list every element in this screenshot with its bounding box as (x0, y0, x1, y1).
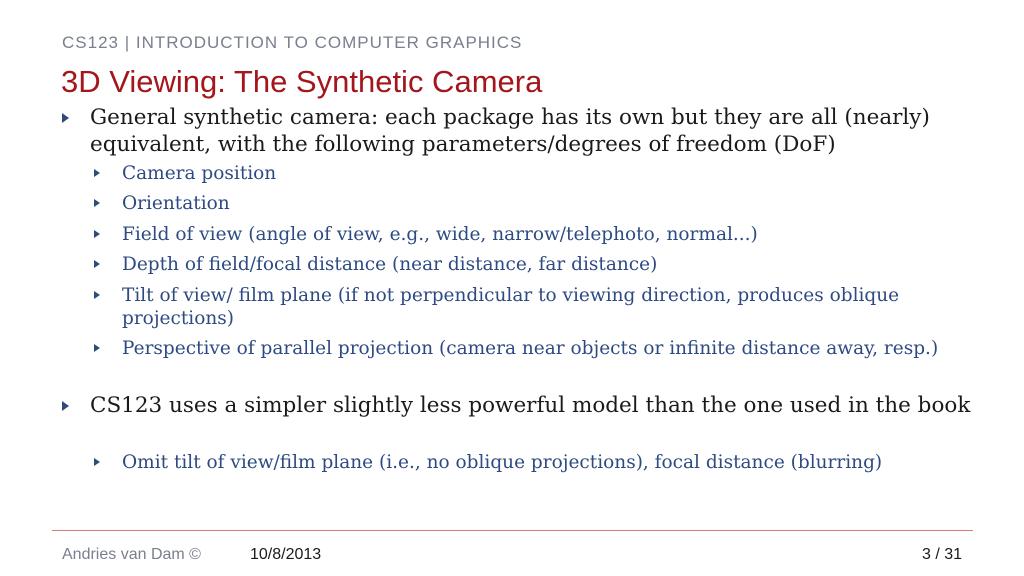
sub-bullet-text: Perspective of parallel projection (camera near objects or infinite distance away, resp.) (122, 338, 939, 359)
footer-divider (52, 530, 973, 531)
triangle-right-icon (94, 458, 100, 466)
footer-date: 10/8/2013 (250, 546, 322, 563)
sub-bullet-text: Field of view (angle of view, e.g., wide, narrow/telephoto, normal...) (122, 224, 758, 245)
sub-bullet-text: Omit tilt of view/film plane (i.e., no oblique projections), focal distance (blurring) (122, 452, 883, 473)
triangle-right-icon (94, 230, 100, 238)
footer-author: Andries van Dam © (62, 546, 201, 563)
bullet-text: CS123 uses a simpler slightly less powerful model than the one used in the book (90, 393, 971, 418)
triangle-right-icon (94, 260, 100, 268)
sub-bullet-text: Camera position (122, 163, 277, 184)
page-number: 3 / 31 (921, 546, 962, 563)
sub-bullet-item (122, 253, 977, 276)
sub-bullet-item (122, 451, 977, 474)
slide-title: 3D Viewing: The Synthetic Camera (61, 64, 543, 99)
sub-bullet-item (122, 284, 977, 330)
course-header: CS123 | INTRODUCTION TO COMPUTER GRAPHICS (62, 33, 523, 52)
bullet-text: General synthetic camera: each package has its own but they are all (nearly) equivalent, with the following parameters/degrees of freedom (DoF) (90, 105, 930, 157)
triangle-right-icon (62, 401, 69, 411)
sub-bullet-item (122, 162, 977, 185)
sub-bullet-item (122, 223, 977, 246)
sub-bullet-item (122, 337, 977, 360)
sub-bullet-text: Tilt of view/ film plane (if not perpendicular to viewing direction, produces oblique projections) (122, 285, 900, 329)
bullet-item (90, 392, 975, 419)
sub-bullet-item (122, 192, 977, 215)
triangle-right-icon (94, 344, 100, 352)
triangle-right-icon (94, 199, 100, 207)
bullet-item (90, 104, 975, 158)
triangle-right-icon (62, 113, 69, 123)
sub-bullet-text: Orientation (122, 193, 230, 214)
sub-bullet-text: Depth of field/focal distance (near distance, far distance) (122, 254, 658, 275)
triangle-right-icon (94, 169, 100, 177)
triangle-right-icon (94, 291, 100, 299)
